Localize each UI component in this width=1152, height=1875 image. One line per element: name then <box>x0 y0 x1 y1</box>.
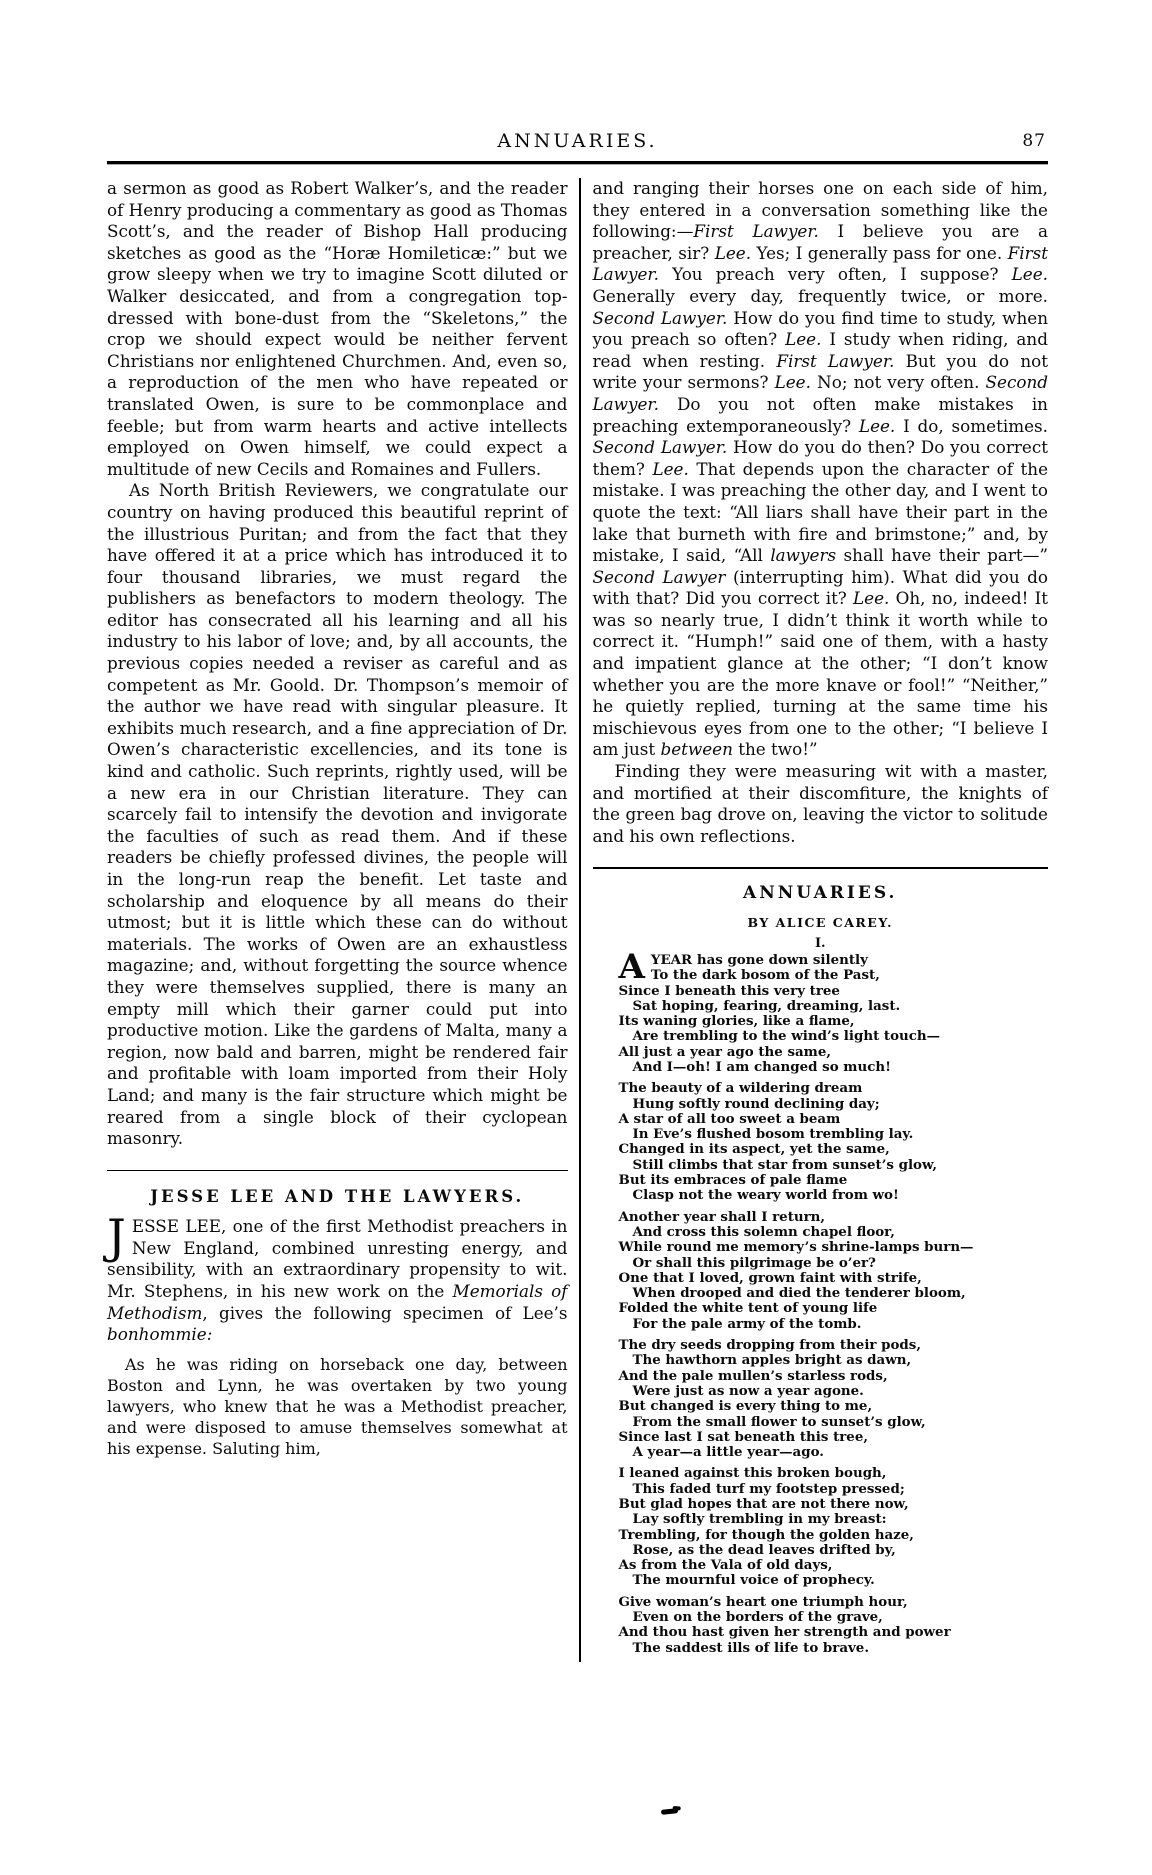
running-head <box>107 126 1048 158</box>
poem-line: Folded the white tent of young life <box>618 1300 878 1317</box>
poem-line: A year—a little year—ago. <box>632 1444 824 1461</box>
jesse-lee-narrative-paragraph: As he was riding on horseback one day, between Boston and Lynn, he was overtaken by two young lawyers, who knew that he was a Methodist preacher, and were disposed to amuse themselves somewhat at his expense. Saluting him, <box>107 1354 568 1458</box>
poem-byline: BY ALICE CAREY. <box>747 914 893 930</box>
header-rule <box>107 161 1048 164</box>
column-divider <box>579 178 581 1662</box>
poem-stanza <box>619 1466 1049 1588</box>
poem-line: To the dark bosom of the Past, <box>650 967 880 984</box>
poem-line: All just a year ago the same, <box>618 1043 832 1060</box>
poem-title: ANNUARIES. <box>743 882 898 903</box>
poem-line: I leaned against this broken bough, <box>618 1465 887 1482</box>
poem-section-rule <box>593 867 1049 869</box>
poem-line: And cross this solemn chapel floor, <box>632 1223 895 1240</box>
poem-line: Its waning glories, like a flame, <box>618 1013 855 1030</box>
poem-line: In Eve’s flushed bosom trembling lay. <box>632 1126 914 1143</box>
poem-line: Are trembling to the wind’s light touch— <box>632 1028 941 1045</box>
dialogue-paragraph: and ranging their horses one on each side of him, they entered in a conversation something like the following:—First Lawyer. I believe you are a preacher, sir? Lee. Yes; I generally pass for one. First Lawyer. You preach very often, I suppose? Lee. Generally every day, frequently twice, or more. Second Lawyer. How do you find time to study, when you preach so often? Lee. I study when riding, and read when resting. First Lawyer. But you do not write your sermons? Lee. No; not very often. Second Lawyer. Do you not often make mistakes in preaching extemporaneously? Lee. I do, sometimes. Second Lawyer. How do you do then? Do you correct them? Lee. That depends upon the character of the mistake. I was preaching the other day, and I went to quote the text: “All liars shall have their part in the lake that burneth with fire and brimstone;” and, by mistake, I said, “All lawyers shall have their part—” Second Lawyer (interrupting him). What did you do with that? Did you correct it? Lee. Oh, no, indeed! It was so nearly true, I didn’t think it worth while to correct it. “Humph!” said one of them, with a hasty and impatient glance at the other; “I don’t know whether you are the more knave or fool!” “Neither,” he quietly replied, turning at the same time his mischievous eyes from one to the other; “I believe I am just between the two!” <box>592 178 1049 760</box>
poem-part-label: I. <box>814 935 826 951</box>
right-column <box>593 178 1049 1662</box>
poem-line: For the pale army of the tomb. <box>632 1315 862 1332</box>
poem-line: This faded turf my footstep pressed; <box>632 1480 905 1497</box>
poem-line: And thou hast given her strength and power <box>618 1624 951 1641</box>
poem-line: From the small flower to sunset’s glow, <box>632 1413 926 1430</box>
jesse-lee-heading: JESSE LEE AND THE LAWYERS. <box>150 1187 525 1207</box>
poem-line: The mournful voice of prophecy. <box>632 1572 875 1589</box>
poem <box>593 946 1049 1656</box>
poem-stanza <box>618 946 1049 1075</box>
poem-line: The saddest ills of life to brave. <box>632 1639 869 1656</box>
article-paragraph: As North British Reviewers, we congratulate our country on having produced this beautiful reprint of the illustrious Puritan; and from the fact that they have offered it at a price which has introduced it to four thousand libraries, we must regard the publishers as benefactors to modern theology. The editor has consecrated all his learning and all his industry to his labor of love; and, by all accounts, the previous copies needed a reviser as careful and as competent as Mr. Goold. Dr. Thompson’s memoir of the author we have read with singular pleasure. It exhibits much research, and a fine appreciation of Dr. Owen’s characteristic excellencies, and its tone is kind and catholic. Such reprints, rightly used, will be a new era in our Christian literature. They can scarcely fail to intensify the devotion and invigorate the faculties of such as read them. And if these readers be chiefly professed divines, the people will in the long-run reap the benefit. Let taste and scholarship and eloquence by all means do their utmost; but it is little which these can do without materials. The works of Owen are an exhaustless magazine; and, without forgetting the source whence they were themselves supplied, there is many an empty mill which their garner could put into productive motion. Like the gardens of Malta, many a region, now bald and barren, might be rendered fair and profitable with loam imported from their Holy Land; and many is the fair structure which might be reared from a single block of their cyclopean masonry. <box>107 480 568 1149</box>
poem-line: But changed is every thing to me, <box>618 1398 873 1415</box>
poem-line: Hung softly round declining day; <box>632 1095 880 1112</box>
article-continuation-paragraph: a sermon as good as Robert Walker’s, and the reader of Henry producing a commentary as good as Thomas Scott’s, and the reader of Bishop Hall producing sketches as good as the “Horæ Homileticæ:” but we grow sleepy when we try to imagine Scott diluted or Walker desiccated, and from a congregation top-dressed with bone-dust from the “Skeletons,” the crop we should expect would be neither fervent Christians nor enlightened Churchmen. And, even so, a reproduction of the men who have repeated or translated Owen, is sure to be commonplace and feeble; but from warm hearts and active intellects employed on Owen himself, we could expect a multitude of new Cecils and Romaines and Fullers. <box>107 178 568 479</box>
text-block <box>107 126 1048 1662</box>
poem-line: Were just as now a year agone. <box>632 1382 864 1399</box>
poem-line: And the pale mullen’s starless rods, <box>618 1367 888 1384</box>
ink-smudge <box>661 1808 678 1815</box>
poem-stanza <box>619 1081 1049 1203</box>
poem-line: A star of all too sweet a beam <box>618 1110 841 1127</box>
running-head-title: ANNUARIES. <box>497 130 658 152</box>
jesse-lee-intro-paragraph <box>107 1210 568 1346</box>
poem-line: Another year shall I return, <box>618 1208 826 1225</box>
poem-line: When drooped and died the tenderer bloom, <box>632 1285 966 1302</box>
poem-line: Still climbs that star from sunset’s glow, <box>632 1156 938 1173</box>
poem-line: But its embraces of pale flame <box>618 1172 848 1189</box>
poem-line: One that I loved, grown faint with strife, <box>618 1269 922 1286</box>
poem-line: The beauty of a wildering dream <box>618 1080 863 1097</box>
poem-line: Trembling, for though the golden haze, <box>618 1526 914 1543</box>
poem-line: As from the Vala of old days, <box>618 1557 833 1574</box>
poem-line: The hawthorn apples bright as dawn, <box>632 1352 912 1369</box>
poem-line: Or shall this pilgrimage be o’er? <box>632 1254 876 1271</box>
poem-line: Changed in its aspect, yet the same, <box>618 1141 890 1158</box>
poem-line: Sat hoping, fearing, dreaming, last. <box>632 997 901 1014</box>
poem-line: Since last I sat beneath this tree, <box>618 1428 869 1445</box>
poem-stanza <box>619 1595 1049 1656</box>
poem-stanza <box>619 1338 1049 1460</box>
drop-cap: J <box>107 1210 126 1266</box>
poem-line: And I—oh! I am changed so much! <box>632 1058 891 1075</box>
poem-drop-cap: A <box>618 946 645 987</box>
poem-line: Rose, as the dead leaves drifted by, <box>632 1541 896 1558</box>
page-number: 87 <box>1022 131 1046 151</box>
closing-paragraph: Finding they were measuring wit with a master, and mortified at their discomfiture, the knights of the green bag drove on, leaving the victor to solitude and his own reflections. <box>592 761 1048 846</box>
columns <box>107 178 1048 1662</box>
left-column <box>107 178 568 1662</box>
poem-line: The dry seeds dropping from their pods, <box>618 1337 921 1354</box>
poem-line: Lay softly trembling in my breast: <box>632 1511 887 1528</box>
poem-line: Give woman’s heart one triumph hour, <box>618 1593 908 1610</box>
poem-line: But glad hopes that are not there now, <box>618 1496 909 1512</box>
jesse-lee-intro-text: ESSE LEE, one of the first Methodist preachers in New England, combined unresting energy, and sensibility, with an extraordinary propensity to wit. Mr. Stephens, in his new work on the Memorials of Methodism, gives the following specimen of Lee’s bonhommie: <box>107 1216 568 1345</box>
poem-line: While round me memory’s shrine-lamps burn— <box>618 1239 974 1256</box>
poem-line: YEAR has gone down silently <box>650 951 868 968</box>
poem-stanza <box>619 1210 1049 1332</box>
poem-line: Since I beneath this very tree <box>618 982 840 999</box>
poem-line: Clasp not the weary world from wo! <box>632 1187 899 1204</box>
section-divider-rule <box>107 1170 568 1172</box>
poem-line: Even on the borders of the grave, <box>632 1609 883 1626</box>
